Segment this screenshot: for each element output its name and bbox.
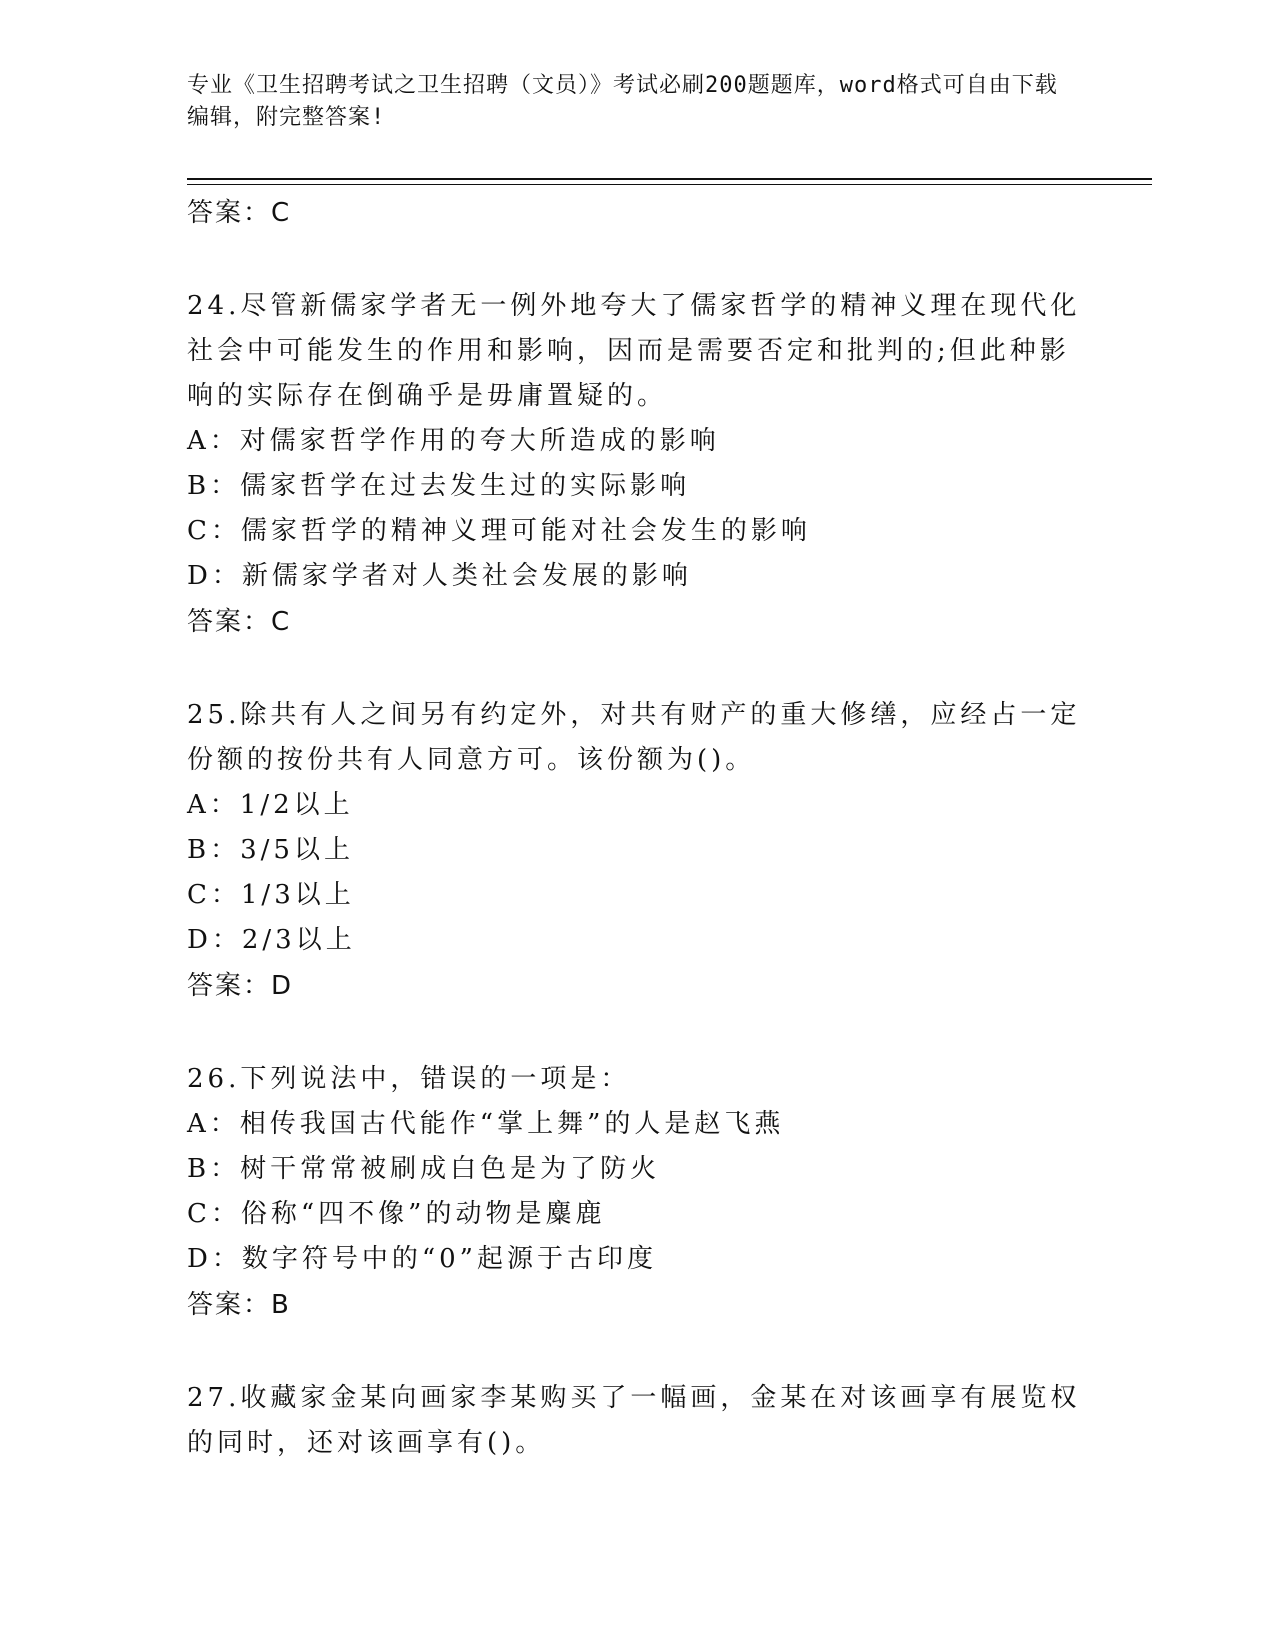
option-b: B：儒家哲学在过去发生过的实际影响 bbox=[187, 471, 691, 501]
option-a: A：1/2以上 bbox=[187, 790, 354, 820]
option-b: B：3/5以上 bbox=[187, 835, 354, 865]
answer-line: 答案：C bbox=[187, 198, 292, 228]
answer-line: 答案：D bbox=[187, 971, 294, 1001]
question-block bbox=[187, 284, 1087, 645]
option-d: D：数字符号中的“0”起源于古印度 bbox=[187, 1244, 657, 1274]
question-text: 25.除共有人之间另有约定外，对共有财产的重大修缮，应经占一定份额的按份共有人同意方可。该份额为()。 bbox=[187, 700, 1081, 775]
header-divider-thin bbox=[187, 184, 1152, 185]
question-text: 24.尽管新儒家学者无一例外地夸大了儒家哲学的精神义理在现代化社会中可能发生的作用和影响，因而是需要否定和批判的;但此种影响的实际存在倒确乎是毋庸置疑的。 bbox=[187, 291, 1081, 411]
question-block bbox=[187, 1376, 1087, 1466]
option-c: C：1/3以上 bbox=[187, 880, 355, 910]
answer-line: 答案：C bbox=[187, 607, 292, 637]
document-body bbox=[187, 190, 1087, 1466]
answer-line: 答案：B bbox=[187, 1290, 291, 1320]
option-b: B：树干常常被刷成白色是为了防火 bbox=[187, 1154, 661, 1184]
page-header-title: 专业《卫生招聘考试之卫生招聘（文员）》考试必刷200题题库，word格式可自由下载编辑，附完整答案! bbox=[187, 73, 1058, 130]
question-text: 26.下列说法中，错误的一项是： bbox=[187, 1064, 631, 1094]
option-c: C：儒家哲学的精神义理可能对社会发生的影响 bbox=[187, 516, 811, 546]
option-c: C：俗称“四不像”的动物是麋鹿 bbox=[187, 1199, 606, 1229]
option-d: D：新儒家学者对人类社会发展的影响 bbox=[187, 561, 692, 591]
option-a: A：对儒家哲学作用的夸大所造成的影响 bbox=[187, 426, 720, 456]
header-divider-thick bbox=[187, 178, 1152, 180]
question-block bbox=[187, 1057, 1087, 1328]
question-text: 27.收藏家金某向画家李某购买了一幅画，金某在对该画享有展览权的同时，还对该画享有()。 bbox=[187, 1383, 1081, 1458]
option-a: A：相传我国古代能作“掌上舞”的人是赵飞燕 bbox=[187, 1109, 785, 1139]
question-block bbox=[187, 693, 1087, 1009]
option-d: D：2/3以上 bbox=[187, 925, 356, 955]
